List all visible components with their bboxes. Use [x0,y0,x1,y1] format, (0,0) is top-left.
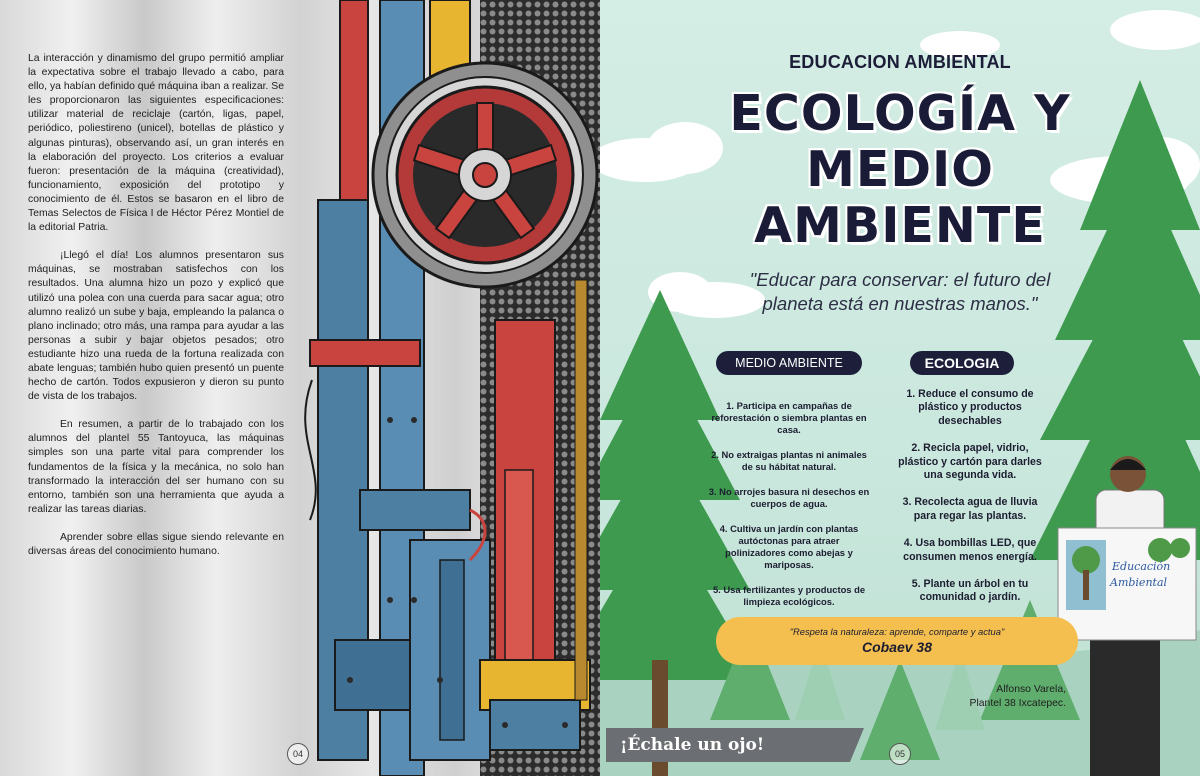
list-item: 2. Recicla papel, vidrio, plástico y cartón para darles una segunda vida. [898,442,1042,482]
title-line-2: MEDIO [806,141,994,198]
machine-illustration [290,0,600,776]
list-item: 3. Recolecta agua de lluvia para regar las plantas. [902,496,1038,522]
poster-text-2: Ambiental [1110,576,1168,589]
credit-line-1: Alfonso Varela, [996,684,1066,695]
medio-ambiente-list [708,400,870,621]
column-head-ecologia: ECOLOGIA [910,351,1014,375]
list-item: 3. No arrojes basura ni desechos en cuerpos de agua. [708,486,870,509]
list-item: 5. Plante un árbol en tu comunidad o jardín. [911,578,1029,604]
title-line-3: AMBIENTE [754,197,1046,254]
credit-line-2: Plantel 38 Ixcatepec. [969,698,1066,709]
page-number-right: 05 [889,743,911,765]
section-tag: ¡Échale un ojo! [606,728,850,762]
page-number-left: 04 [287,743,309,765]
school-name: Cobaev 38 [861,639,933,655]
right-page [600,0,1200,776]
paragraph-4: Aprender sobre ellas sigue siendo relevante en diversas áreas del conocimiento humano. [28,531,284,557]
quote [710,268,1090,316]
paragraph-1: La interacción y dinamismo del grupo permitió ampliar la expectativa sobre el trabajo llevado a cabo, para ello, ya habían definido qué máquina iban a realizar. Se les proporcionaron las siguientes especificaciones: utilizar material de reciclaje (cartón, ligas, papel, periódico, poliestireno (unicel), botellas de plástico y algunas pinturas), observando así, un gran interés en la elaboración del proyecto. Los criterios a evaluar fueron: presentación de la máquina (creatividad), funcionamiento, exposición del prototipo y conocimiento de él. Estos se basaron en el libro de Temas Selectos de Física I de Héctor Pérez Montiel de la editorial Patria. [28,53,284,234]
quote-line-1: "Educar para conservar: el futuro del [749,269,1051,290]
paragraph-2: ¡Llegó el día! Los alumnos presentaron sus máquinas, se mostraban satisfechos con los resultados. Una alumna hizo un pozo y explicó que utilizó una polea con una cuerda para sacar agua; otro alumno realizó un sube y baja, empleando la palanca o plano inclinado; otro más, una rampa para ayudar a las personas a subir y bajar objetos pesados; otro estudiante hizo una rueda de la fortuna realizada con abate lenguas; también hubo quien presentó un puente hecho de cartón. Todos expusieron y dieron su punto de vista de los trabajos. [28,250,284,403]
page-title [660,86,1140,254]
author-credit [946,683,1066,711]
article-text [28,52,284,573]
list-item: 5. Usa fertilizantes y productos de limpieza ecológicos. [712,584,866,607]
ecologia-list [896,388,1044,619]
list-item: 1. Participa en campañas de reforestación o siembra plantas en casa. [711,400,867,435]
list-item: 4. Usa bombillas LED, que consumen menos energía. [903,537,1037,563]
quote-line-2: planeta está en nuestras manos." [762,293,1038,314]
list-item: 2. No extraigas plantas ni animales de su hábitat natural. [711,449,867,472]
paragraph-3: En resumen, a partir de lo trabajado con los alumnos del plantel 55 Tantoyuca, las máquinas simples son una parte vital para comprender los fundamentos de la física y la mecánica, no solo han transformado la interacción del ser humano con su entorno, también son una herramienta que ayuda a realizar las tareas diarias. [28,419,284,515]
list-item: 4. Cultiva un jardín con plantas autóctonas para atraer polinizadores como abejas y mariposas. [719,523,859,570]
list-item: 1. Reduce el consumo de plástico y productos desechables [906,388,1034,427]
title-line-1: ECOLOGÍA Y [729,85,1071,142]
poster-text-1: Educación [1112,560,1171,573]
motto-text: "Respeta la naturaleza: aprende, comparte y actua" [789,626,1005,637]
section-kicker: EDUCACION AMBIENTAL [789,52,1011,72]
column-head-medio-ambiente: MEDIO AMBIENTE [716,351,862,375]
motto-banner [716,617,1078,665]
